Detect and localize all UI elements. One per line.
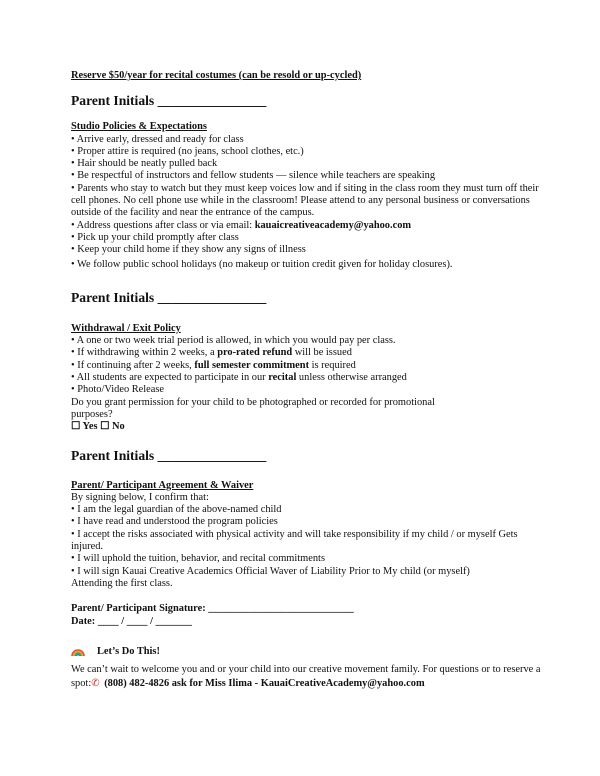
closing-body: We can’t wait to welcome you and or your child into our creative movement family. For questions or to reserve a spot:✆ (808) 482-4826 ask for Miss Ilima - KauaiCreativeAcademy@yahoo.com	[71, 663, 541, 689]
agreement-item: • I will uphold the tuition, behavior, and recital commitments	[71, 553, 325, 565]
parent-initials-line-2: Parent Initials ________________	[71, 289, 267, 305]
policy-item: • Proper attire is required (no jeans, school clothes, etc.)	[71, 145, 304, 157]
policy-item: • Hair should be neatly pulled back	[71, 158, 218, 170]
agreement-title: Parent/ Participant Agreement & Waiver	[71, 479, 254, 491]
photo-permission-question: Do you grant permission for your child to be photographed or recorded for promotional purposes?	[71, 396, 435, 420]
agreement-item: • I have read and understood the program policies	[71, 516, 278, 528]
costume-reserve-note: Reserve $50/year for recital costumes (can be resold or up-cycled)	[71, 70, 362, 81]
agreement-item: • I am the legal guardian of the above-named child	[71, 504, 282, 516]
document-page	[71, 70, 541, 691]
withdrawal-item: • A one or two week trial period is allowed, in which you would pay per class.	[71, 335, 396, 347]
withdrawal-item: • All students are expected to participate in our recital unless otherwise arranged	[71, 372, 407, 384]
policy-item: • Be respectful of instructors and fellow students — silence while teachers are speaking	[71, 170, 436, 182]
policy-item-email: • Address questions after class or via email: kauaicreativeacademy@yahoo.com	[71, 219, 412, 231]
policy-item: • Parents who stay to watch but they must keep voices low and if siting in the class room they must turn off their cell phones. No cell phone use while in the classroom! Please attend to any personal business or conversations outside of the facility and near the entrance of the campus.	[71, 182, 539, 219]
policy-item: • Arrive early, dressed and ready for class	[71, 133, 244, 145]
studio-policies-title: Studio Policies & Expectations	[71, 121, 207, 133]
parent-initials-line-1: Parent Initials ________________	[71, 93, 267, 109]
agreement-item: • I will sign Kauai Creative Academics Official Waver of Liability Prior to My child (or myself) Attending the first class.	[71, 565, 470, 589]
signature-line[interactable]: Parent/ Participant Signature: ____________________________	[71, 603, 354, 615]
withdrawal-item: • Photo/Video Release	[71, 384, 165, 396]
contact-info: (808) 482-4826 ask for Miss Ilima - KauaiCreativeAcademy@yahoo.com	[101, 677, 425, 689]
withdrawal-item: • If withdrawing within 2 weeks, a pro-rated refund will be issued	[71, 347, 352, 359]
agreement-item: • I accept the risks associated with physical activity and will take responsibility if my child / or myself Gets injured.	[71, 528, 518, 553]
policy-item: • Keep your child home if they show any signs of illness	[71, 244, 306, 256]
withdrawal-item: • If continuing after 2 weeks, full semester commitment is required	[71, 359, 356, 371]
policy-item: • We follow public school holidays (no makeup or tuition credit given for holiday closures).	[71, 258, 453, 270]
agreement-intro: By signing below, I confirm that:	[71, 491, 209, 503]
date-line[interactable]: Date: ____ / ____ / _______	[71, 615, 192, 627]
withdrawal-policy-title: Withdrawal / Exit Policy	[71, 322, 181, 334]
closing-heading: Let’s Do This!	[71, 644, 541, 663]
photo-permission-checkboxes[interactable]: ☐ Yes ☐ No	[71, 421, 125, 433]
contact-email: kauaicreativeacademy@yahoo.com	[254, 219, 412, 231]
phone-icon: ✆	[91, 677, 100, 689]
policy-item: • Pick up your child promptly after class	[71, 231, 239, 243]
parent-initials-line-3: Parent Initials ________________	[71, 447, 267, 463]
rainbow-icon	[71, 645, 85, 663]
